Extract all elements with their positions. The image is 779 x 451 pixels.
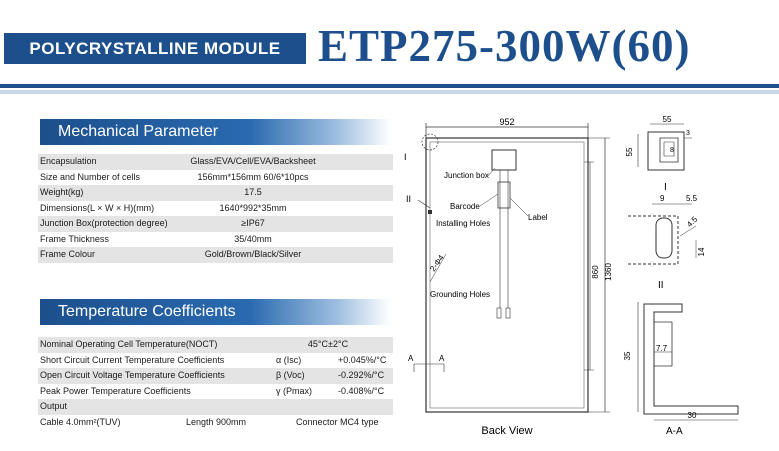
table-row: Dimensions(L × W × H)(mm) 1640*992*35mm <box>40 202 287 213</box>
table-row: Nominal Operating Cell Temperature(NOCT) 45°C±2°C <box>38 337 393 353</box>
height-dimension: 1360 <box>604 263 613 281</box>
installing-holes-label: Installing Holes <box>436 219 491 228</box>
detail-II-dia: 4.5 <box>685 214 700 230</box>
detail-I-drawing <box>620 112 700 194</box>
detail-I-caption: I <box>664 182 667 193</box>
table-row: Frame Colour Gold/Brown/Black/Silver <box>38 247 393 263</box>
detail-II-h: 14 <box>697 247 706 257</box>
back-view-drawing <box>400 112 615 442</box>
table-row: Weight(kg) 17.5 <box>38 185 393 201</box>
junction-box-label: Junction box <box>444 171 489 180</box>
back-view-caption: Back View <box>481 425 533 437</box>
detail-I-top-dim: 55 <box>662 115 672 124</box>
detail-II-drawing <box>620 192 710 292</box>
header-stripe-thin <box>0 90 779 94</box>
mid-dimension: 860 <box>591 265 600 279</box>
section-AA-caption: A-A <box>666 426 683 437</box>
module-type-badge: POLYCRYSTALLINE MODULE <box>4 33 306 64</box>
detail-II-caption: II <box>658 280 664 291</box>
width-dimension: 952 <box>499 117 515 127</box>
section-AA-inner: 7.7 <box>656 344 668 353</box>
section-a-left: A <box>408 354 414 363</box>
table-row: Cable 4.0mm²(TUV) Length 900mm Connector MC4 type <box>40 416 379 427</box>
table-row: Short Circuit Current Temperature Coefficients α (Isc) +0.045%/°C <box>40 354 387 365</box>
table-row: Frame Thickness 35/40mm <box>40 233 272 244</box>
grounding-holes-label: Grounding Holes <box>430 290 491 299</box>
section-a-right: A <box>439 354 445 363</box>
detail-I-small-b: 8 <box>670 147 674 154</box>
table-row: Peak Power Temperature Coefficients γ (Pmax) -0.408%/°C <box>40 385 385 396</box>
table-row: Size and Number of cells 156mm*156mm 60/6*10pcs <box>40 171 309 182</box>
label-callout: Label <box>528 213 548 222</box>
marker-II: II <box>406 194 412 204</box>
section-AA-drawing <box>620 296 750 440</box>
model-title: ETP275-300W(60) <box>318 21 691 71</box>
table-row: Output <box>38 399 393 415</box>
detail-I-side-dim: 55 <box>625 147 634 157</box>
marker-I: I <box>404 152 407 162</box>
detail-I-small-a: 3 <box>686 130 690 137</box>
temperature-table <box>38 337 393 430</box>
table-row: Encapsulation Glass/EVA/Cell/EVA/Backsheet <box>38 154 393 170</box>
hole-dimension: 2-Φ4 <box>428 253 446 274</box>
detail-II-w2: 5.5 <box>686 194 698 203</box>
header-stripe <box>0 84 779 88</box>
table-row: Junction Box(protection degree) ≥IP67 <box>38 216 393 232</box>
section-AA-height: 35 <box>623 351 632 361</box>
section-AA-width: 30 <box>687 411 697 420</box>
detail-II-w1: 9 <box>660 194 665 203</box>
mechanical-table <box>38 154 393 263</box>
temperature-section-title: Temperature Coefficients <box>40 299 390 325</box>
barcode-label: Barcode <box>450 202 480 211</box>
table-row: Open Circuit Voltage Temperature Coefficients β (Voc) -0.292%/°C <box>38 368 393 384</box>
mechanical-section-title: Mechanical Parameter <box>40 119 390 145</box>
